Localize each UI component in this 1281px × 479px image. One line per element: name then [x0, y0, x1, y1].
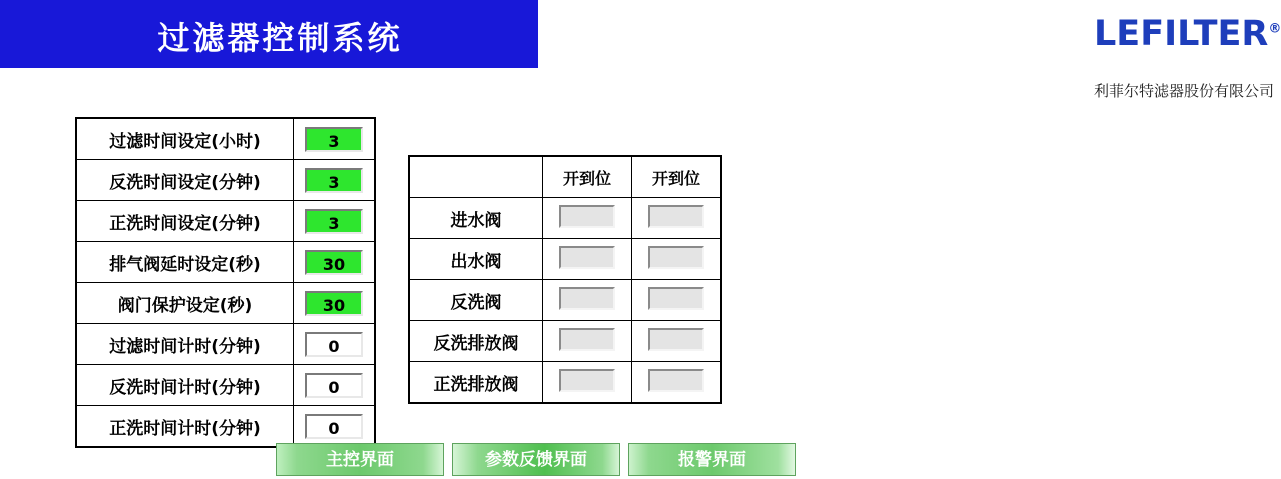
- param-label: 阀门保护设定(秒): [76, 283, 294, 324]
- table-row: [409, 239, 721, 280]
- valve-indicator-cell: [543, 362, 632, 404]
- status-indicator: [648, 328, 704, 351]
- valve-indicator-cell: [632, 198, 722, 239]
- param-value-cell: [294, 283, 376, 324]
- valve-indicator-cell: [543, 198, 632, 239]
- param-value-readout: 0: [305, 373, 363, 398]
- param-label: 正洗时间计时(分钟): [76, 406, 294, 448]
- alarm-screen-button[interactable]: 报警界面: [628, 443, 796, 476]
- table-row: [76, 242, 375, 283]
- brand-area: [538, 0, 1281, 105]
- valve-table-corner: [409, 156, 543, 198]
- table-row: [76, 201, 375, 242]
- valve-indicator-cell: [632, 362, 722, 404]
- status-indicator: [559, 246, 615, 269]
- table-row: [409, 198, 721, 239]
- valve-name: 正洗排放阀: [409, 362, 543, 404]
- brand-logo-text: LEFILTER: [1094, 14, 1269, 54]
- valve-name: 反洗排放阀: [409, 321, 543, 362]
- table-row: [76, 406, 375, 448]
- valve-indicator-cell: [632, 321, 722, 362]
- app-header: [0, 0, 1281, 100]
- param-value-cell: [294, 365, 376, 406]
- status-indicator: [559, 369, 615, 392]
- table-row: [76, 283, 375, 324]
- table-row: [76, 118, 375, 160]
- parameter-table: [75, 117, 376, 448]
- param-label: 反洗时间计时(分钟): [76, 365, 294, 406]
- param-label: 正洗时间设定(分钟): [76, 201, 294, 242]
- param-value-readout: 0: [305, 414, 363, 439]
- param-value-cell: [294, 324, 376, 365]
- status-indicator: [559, 205, 615, 228]
- status-indicator: [648, 246, 704, 269]
- page-title: 过滤器控制系统: [157, 19, 403, 57]
- valve-status-table: [408, 155, 722, 404]
- param-value-cell: [294, 242, 376, 283]
- table-row: [409, 280, 721, 321]
- valve-indicator-cell: [632, 280, 722, 321]
- param-value-cell: [294, 118, 376, 160]
- table-row: [409, 362, 721, 404]
- valve-name: 出水阀: [409, 239, 543, 280]
- valve-name: 进水阀: [409, 198, 543, 239]
- company-name: 利菲尔特滤器股份有限公司: [1094, 82, 1275, 100]
- param-value-input[interactable]: 30: [305, 250, 363, 275]
- table-row: [76, 160, 375, 201]
- param-label: 过滤时间计时(分钟): [76, 324, 294, 365]
- param-value-cell: [294, 160, 376, 201]
- column-header-open-2: 开到位: [632, 156, 722, 198]
- table-row: [76, 365, 375, 406]
- valve-name: 反洗阀: [409, 280, 543, 321]
- parameter-feedback-screen-button[interactable]: 参数反馈界面: [452, 443, 620, 476]
- status-indicator: [648, 369, 704, 392]
- param-label: 反洗时间设定(分钟): [76, 160, 294, 201]
- table-header-row: [409, 156, 721, 198]
- valve-indicator-cell: [632, 239, 722, 280]
- brand-logo: [1094, 14, 1281, 54]
- param-value-cell: [294, 201, 376, 242]
- valve-indicator-cell: [543, 321, 632, 362]
- table-row: [409, 321, 721, 362]
- param-value-input[interactable]: 3: [305, 209, 363, 234]
- column-header-open-1: 开到位: [543, 156, 632, 198]
- param-label: 过滤时间设定(小时): [76, 118, 294, 160]
- registered-mark-icon: ®: [1268, 21, 1281, 37]
- table-row: [76, 324, 375, 365]
- param-value-input[interactable]: 3: [305, 127, 363, 152]
- status-indicator: [648, 287, 704, 310]
- valve-indicator-cell: [543, 280, 632, 321]
- status-indicator: [559, 328, 615, 351]
- param-label: 排气阀延时设定(秒): [76, 242, 294, 283]
- valve-indicator-cell: [543, 239, 632, 280]
- param-value-input[interactable]: 30: [305, 291, 363, 316]
- status-indicator: [648, 205, 704, 228]
- status-indicator: [559, 287, 615, 310]
- param-value-input[interactable]: 3: [305, 168, 363, 193]
- param-value-readout: 0: [305, 332, 363, 357]
- param-value-cell: [294, 406, 376, 448]
- main-screen-button[interactable]: 主控界面: [276, 443, 444, 476]
